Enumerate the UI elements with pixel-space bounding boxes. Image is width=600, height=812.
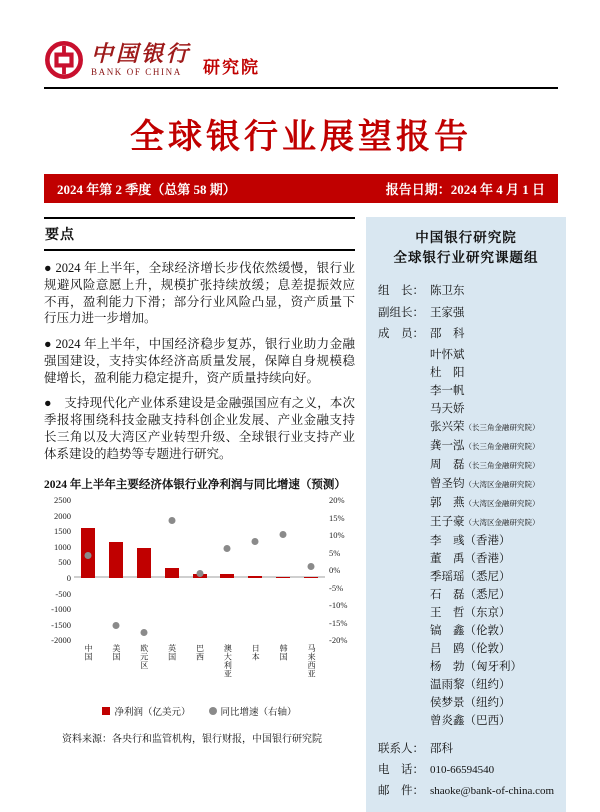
growth-dot (112, 622, 119, 629)
legend-swatch (209, 707, 217, 715)
axis-tick: -2000 (51, 635, 71, 645)
team-title-line1: 中国银行研究院 (415, 230, 517, 245)
roster-name: 吕 鸥 (430, 642, 465, 655)
roster-row (378, 532, 554, 550)
profit-bar (220, 574, 234, 578)
roster-row (378, 418, 554, 437)
x-label: 欧元区 (139, 644, 149, 670)
roster-row (378, 622, 554, 640)
roster-name: 李一帆 (430, 384, 465, 397)
roster-label: 副组长： (378, 306, 424, 319)
roster-row (378, 346, 554, 364)
report-date: 报告日期：2024 年 4 月 1 日 (385, 182, 545, 197)
axis-tick: 1000 (54, 541, 71, 552)
roster-note: （香港） (464, 534, 511, 547)
chart-body (44, 495, 355, 645)
x-axis-labels (74, 644, 325, 702)
growth-dot (308, 563, 315, 570)
growth-dot (168, 517, 175, 524)
key-points-bullets (44, 260, 355, 462)
axis-tick: -500 (55, 588, 71, 599)
roster-label: 成 员： (378, 328, 424, 340)
axis-tick: 20% (329, 495, 345, 505)
chart-plot (74, 500, 325, 640)
x-label: 英国 (167, 644, 177, 662)
chart-legend (44, 704, 355, 718)
profit-bar (137, 548, 151, 578)
x-label: 日本 (251, 644, 261, 662)
roster-row (378, 400, 554, 418)
roster-name: 季瑶瑶 (430, 570, 465, 583)
contact-label: 邮 件： (378, 784, 424, 797)
chart-slot (186, 500, 214, 640)
roster-note: （伦敦） (464, 642, 511, 655)
profit-bar (165, 568, 179, 578)
chart-slot (269, 500, 297, 640)
profit-growth-chart (44, 495, 355, 719)
roster-note: （纽约） (464, 678, 511, 691)
growth-dot (224, 545, 231, 552)
roster-name: 陈卫东 (430, 285, 465, 297)
chart-slot (130, 500, 158, 640)
profit-bar (109, 542, 123, 578)
roster-name: 曾圣钧 (430, 477, 465, 490)
roster-note: （长三角金融研究院） (464, 441, 540, 451)
growth-dot (252, 538, 259, 545)
right-axis-ticks (325, 495, 355, 645)
roster-row (378, 437, 554, 456)
roster-row (378, 513, 554, 532)
chart-slot (241, 500, 269, 640)
key-points-heading: 要点 (44, 217, 355, 251)
contact-value: 010-66594540 (430, 763, 495, 776)
axis-tick: -5% (329, 582, 344, 593)
roster-name: 周 磊 (430, 458, 465, 471)
page-header (44, 40, 558, 89)
contact-value: shaoke@bank-of-china.com (430, 784, 555, 797)
roster-note: （匈牙利） (464, 660, 522, 673)
roster-name: 龚一泓 (430, 439, 465, 452)
x-label: 中国 (83, 644, 93, 662)
issue-label: 2024 年第 2 季度（总第 58 期） (57, 182, 236, 197)
axis-tick: 5% (329, 547, 341, 558)
roster-name: 曾炎鑫 (430, 714, 465, 727)
axis-tick: -15% (329, 617, 348, 628)
roster-row (378, 550, 554, 568)
roster-name: 郭 燕 (430, 496, 465, 509)
roster-row (378, 640, 554, 658)
roster-note: （纽约） (464, 696, 511, 709)
roster-row (378, 475, 554, 494)
contact-row (378, 739, 554, 760)
roster-row (378, 568, 554, 586)
legend-item (102, 704, 190, 718)
x-label: 澳大利亚 (223, 644, 233, 679)
chart-slot (74, 500, 102, 640)
roster-row (378, 303, 554, 325)
roster-name: 石 磊 (430, 588, 465, 601)
left-axis-ticks (44, 495, 74, 645)
axis-tick: 2500 (54, 495, 71, 505)
roster-name: 邵 科 (430, 328, 465, 340)
roster-row (378, 658, 554, 676)
team-panel (366, 217, 566, 812)
axis-tick: -20% (329, 635, 348, 645)
roster-note: （悉尼） (464, 588, 511, 601)
roster-name: 王家强 (430, 306, 465, 319)
x-label: 美国 (111, 644, 121, 662)
legend-label: 同比增速（右轴） (220, 708, 297, 719)
bullet-item: ● 支持现代化产业体系建设是金融强国应有之义，本次季报将围绕科技金融支持科创企业发展、产业金融支持长三角以及大湾区产业转型升级、全球银行业支持产业体系建设的趋势等专题进行研究。 (44, 396, 355, 461)
contact-label: 联系人： (378, 742, 424, 755)
axis-tick: 500 (58, 557, 71, 568)
logo-chinese: 中国银行 (91, 41, 192, 66)
growth-dot (84, 552, 91, 559)
chart-slot (213, 500, 241, 640)
roster-row (378, 586, 554, 604)
team-title-line2: 全球银行业研究课题组 (393, 250, 539, 265)
roster-name: 温雨黎 (430, 678, 465, 691)
axis-tick: 2000 (54, 510, 71, 521)
roster-row (378, 712, 554, 730)
contacts (378, 739, 554, 802)
axis-tick: 0 (66, 572, 71, 583)
axis-tick: 0% (329, 565, 341, 575)
x-label: 马来西亚 (307, 644, 317, 679)
chart-slot (297, 500, 325, 640)
issue-banner (44, 174, 558, 203)
contact-row (378, 760, 554, 781)
roster-name: 侯梦景 (430, 696, 465, 709)
boc-emblem-icon (44, 40, 84, 80)
roster-name: 镐 鑫 (430, 624, 465, 637)
logo-english: BANK OF CHINA (91, 67, 182, 77)
roster-note: （香港） (464, 552, 511, 565)
roster-row (378, 694, 554, 712)
boc-logo-text (91, 43, 191, 77)
profit-bar (248, 576, 262, 578)
report-title: 全球银行业展望报告 (130, 119, 472, 156)
axis-tick: 15% (329, 512, 345, 523)
boc-logo (44, 40, 191, 80)
x-label: 巴西 (195, 644, 205, 662)
roster-note: （长三角金融研究院） (464, 422, 540, 432)
axis-tick: 10% (329, 530, 345, 540)
roster-note: （大湾区金融研究院） (464, 479, 540, 489)
bullet-item: ● 2024 年上半年，中国经济稳步复苏，银行业助力金融强国建设，支持实体经济高质量发展，保障自身规模稳健增长，盈利能力稳定提升，资产质量持续向好。 (44, 337, 355, 385)
roster-note: （伦敦） (464, 624, 511, 637)
chart-slot (158, 500, 186, 640)
profit-bar (304, 577, 318, 578)
growth-dot (140, 629, 147, 636)
roster-row (378, 324, 554, 346)
roster-name: 杜 阳 (430, 366, 465, 379)
contact-value: 邵科 (430, 742, 453, 755)
roster-row (378, 494, 554, 513)
roster-note: （东京） (464, 606, 511, 619)
chart-title: 2024 年上半年主要经济体银行业净利润与同比增速（预测） (44, 479, 346, 492)
roster-row (378, 364, 554, 382)
legend-swatch (102, 707, 110, 715)
roster-note: （巴西） (464, 714, 511, 727)
roster-name: 董 禹 (430, 552, 465, 565)
roster-note: （悉尼） (464, 570, 511, 583)
left-column (44, 217, 355, 812)
axis-tick: -10% (329, 600, 348, 610)
roster-name: 李 彧 (430, 534, 465, 547)
roster-row (378, 604, 554, 622)
x-label: 韩国 (279, 644, 289, 662)
roster-name: 叶怀斌 (430, 348, 465, 361)
content-columns (44, 217, 558, 812)
roster-name: 杨 勃 (430, 660, 465, 673)
roster-row (378, 281, 554, 303)
bullet-item: ● 2024 年上半年，全球经济增长步伐依然缓慢，银行业规避风险意愿上升，规模扩张持续放缓；息差提振效应不再，盈利能力下滑；部分行业风险凸显，资产质量下行压力进一步增加。 (44, 261, 355, 326)
axis-tick: -1000 (51, 603, 71, 614)
roster-name: 王子豪 (430, 515, 465, 528)
contact-label: 电 话： (378, 763, 424, 776)
contact-row (378, 781, 554, 802)
institute-label: 研究院 (203, 58, 261, 77)
axis-tick: -1500 (51, 619, 71, 630)
roster (378, 281, 554, 730)
chart-slot (102, 500, 130, 640)
legend-item (209, 704, 297, 718)
roster-name: 王 哲 (430, 606, 465, 619)
axis-tick: 1500 (54, 526, 71, 537)
roster-row (378, 676, 554, 694)
roster-name: 张兴荣 (430, 420, 465, 433)
roster-label: 组 长： (378, 285, 424, 297)
roster-row (378, 456, 554, 475)
roster-note: （大湾区金融研究院） (464, 517, 540, 527)
source-note: 资料来源：各央行和监管机构，银行财报，中国银行研究院 (62, 734, 322, 746)
growth-dot (196, 570, 203, 577)
profit-bar (276, 577, 290, 578)
roster-row (378, 382, 554, 400)
roster-name: 马天娇 (430, 402, 465, 415)
roster-note: （大湾区金融研究院） (464, 498, 540, 508)
growth-dot (280, 531, 287, 538)
roster-note: （长三角金融研究院） (464, 460, 540, 470)
legend-label: 净利润（亿美元） (114, 708, 191, 719)
